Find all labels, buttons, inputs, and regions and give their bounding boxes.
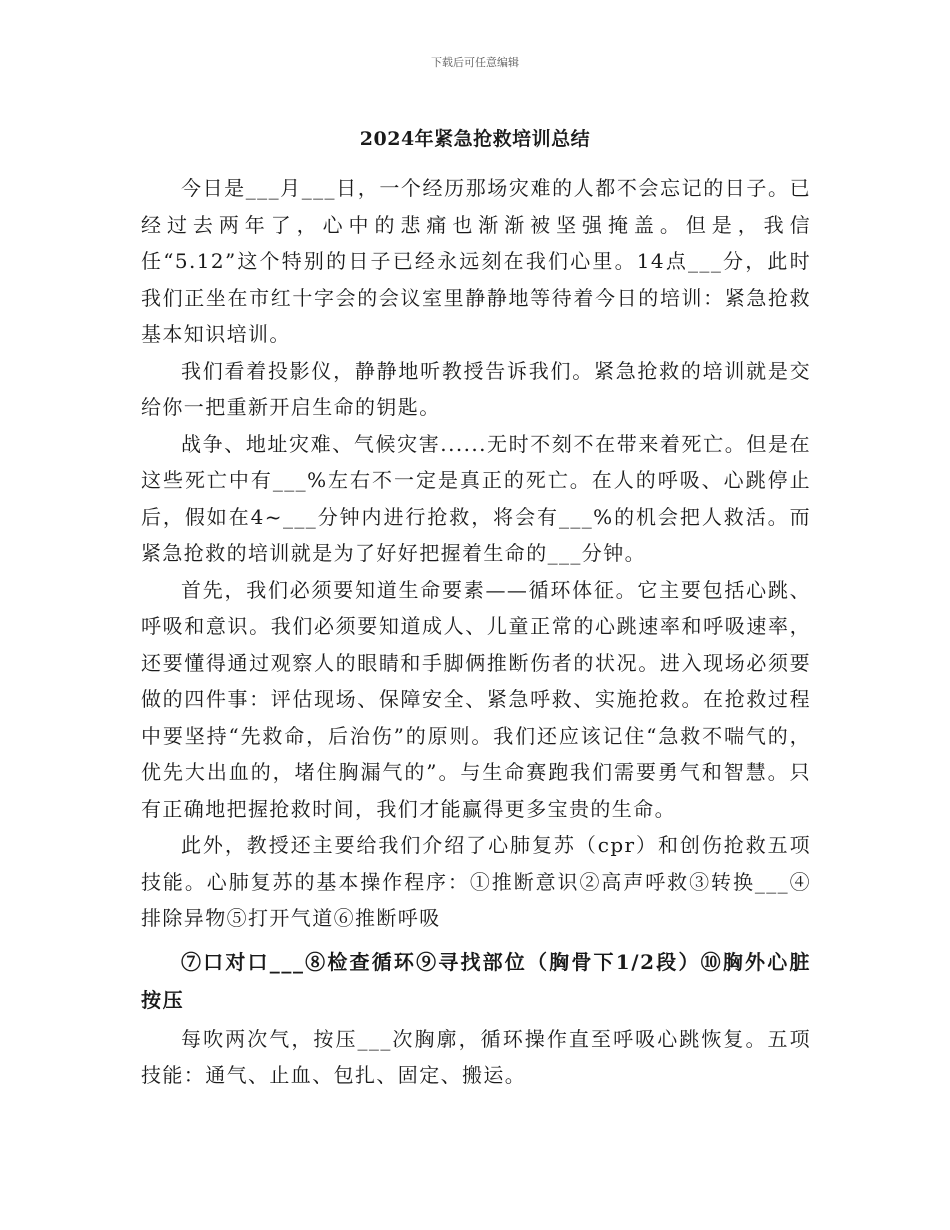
paragraph-cpr-steps: 此外，教授还主要给我们介绍了心肺复苏（cpr）和创伤抢救五项技能。心肺复苏的基本操作程序：①推断意识②高声呼救③转换___④排除异物⑤打开气道⑥推断呼吸 bbox=[141, 833, 811, 930]
paragraph-life-elements: 首先，我们必须要知道生命要素——循环体征。它主要包括心跳、呼吸和意识。我们必须要知道成人、儿童正常的心跳速率和呼吸速率，还要懂得通过观察人的眼睛和手脚俩推断伤者的状况。进入现场必须要做的四件事：评估现场、保障安全、紧急呼救、实施抢救。在抢救过程中要坚持“先救命，后治伤”的原则。我们还应该记住“急救不喘气的，优先大出血的，堵住胸漏气的”。与生命赛跑我们需要勇气和智慧。只有正确地把握抢救时间，我们才能赢得更多宝贵的生命。 bbox=[141, 577, 811, 821]
paragraph-cpr-steps-bold: ⑦口对口___⑧检查循环⑨寻找部位（胸骨下1/2段）⑩胸外心脏按压 bbox=[141, 949, 811, 1012]
paragraph-five-skills: 每吹两次气，按压___次胸廓，循环操作直至呼吸心跳恢复。五项技能：通气、止血、包扎、固定、搬运。 bbox=[141, 1026, 811, 1087]
paragraph-intro: 今日是___月___日，一个经历那场灾难的人都不会忘记的日子。已经过去两年了，心中的悲痛也渐渐被坚强掩盖。但是，我信任“5.12”这个特别的日子已经永远刻在我们心里。14点___分，此时我们正坐在市红十字会的会议室里静静地等待着今日的培训：紧急抢救基本知识培训。 bbox=[141, 176, 811, 346]
document-body bbox=[141, 170, 811, 1094]
paragraph-projector: 我们看着投影仪，静静地听教授告诉我们。紧急抢救的培训就是交给你一把重新开启生命的钥匙。 bbox=[141, 358, 811, 419]
document-title: 2024年紧急抢救培训总结 bbox=[359, 128, 591, 150]
page-header-note: 下载后可任意编辑 bbox=[431, 56, 519, 69]
paragraph-disasters: 战争、地址灾难、气候灾害......无时不刻不在带来着死亡。但是在这些死亡中有___%左右不一定是真正的死亡。在人的呼吸、心跳停止后，假如在4~___分钟内进行抢救，将会有___%的机会把人救活。而紧急抢救的培训就是为了好好把握着生命的___分钟。 bbox=[141, 431, 811, 565]
